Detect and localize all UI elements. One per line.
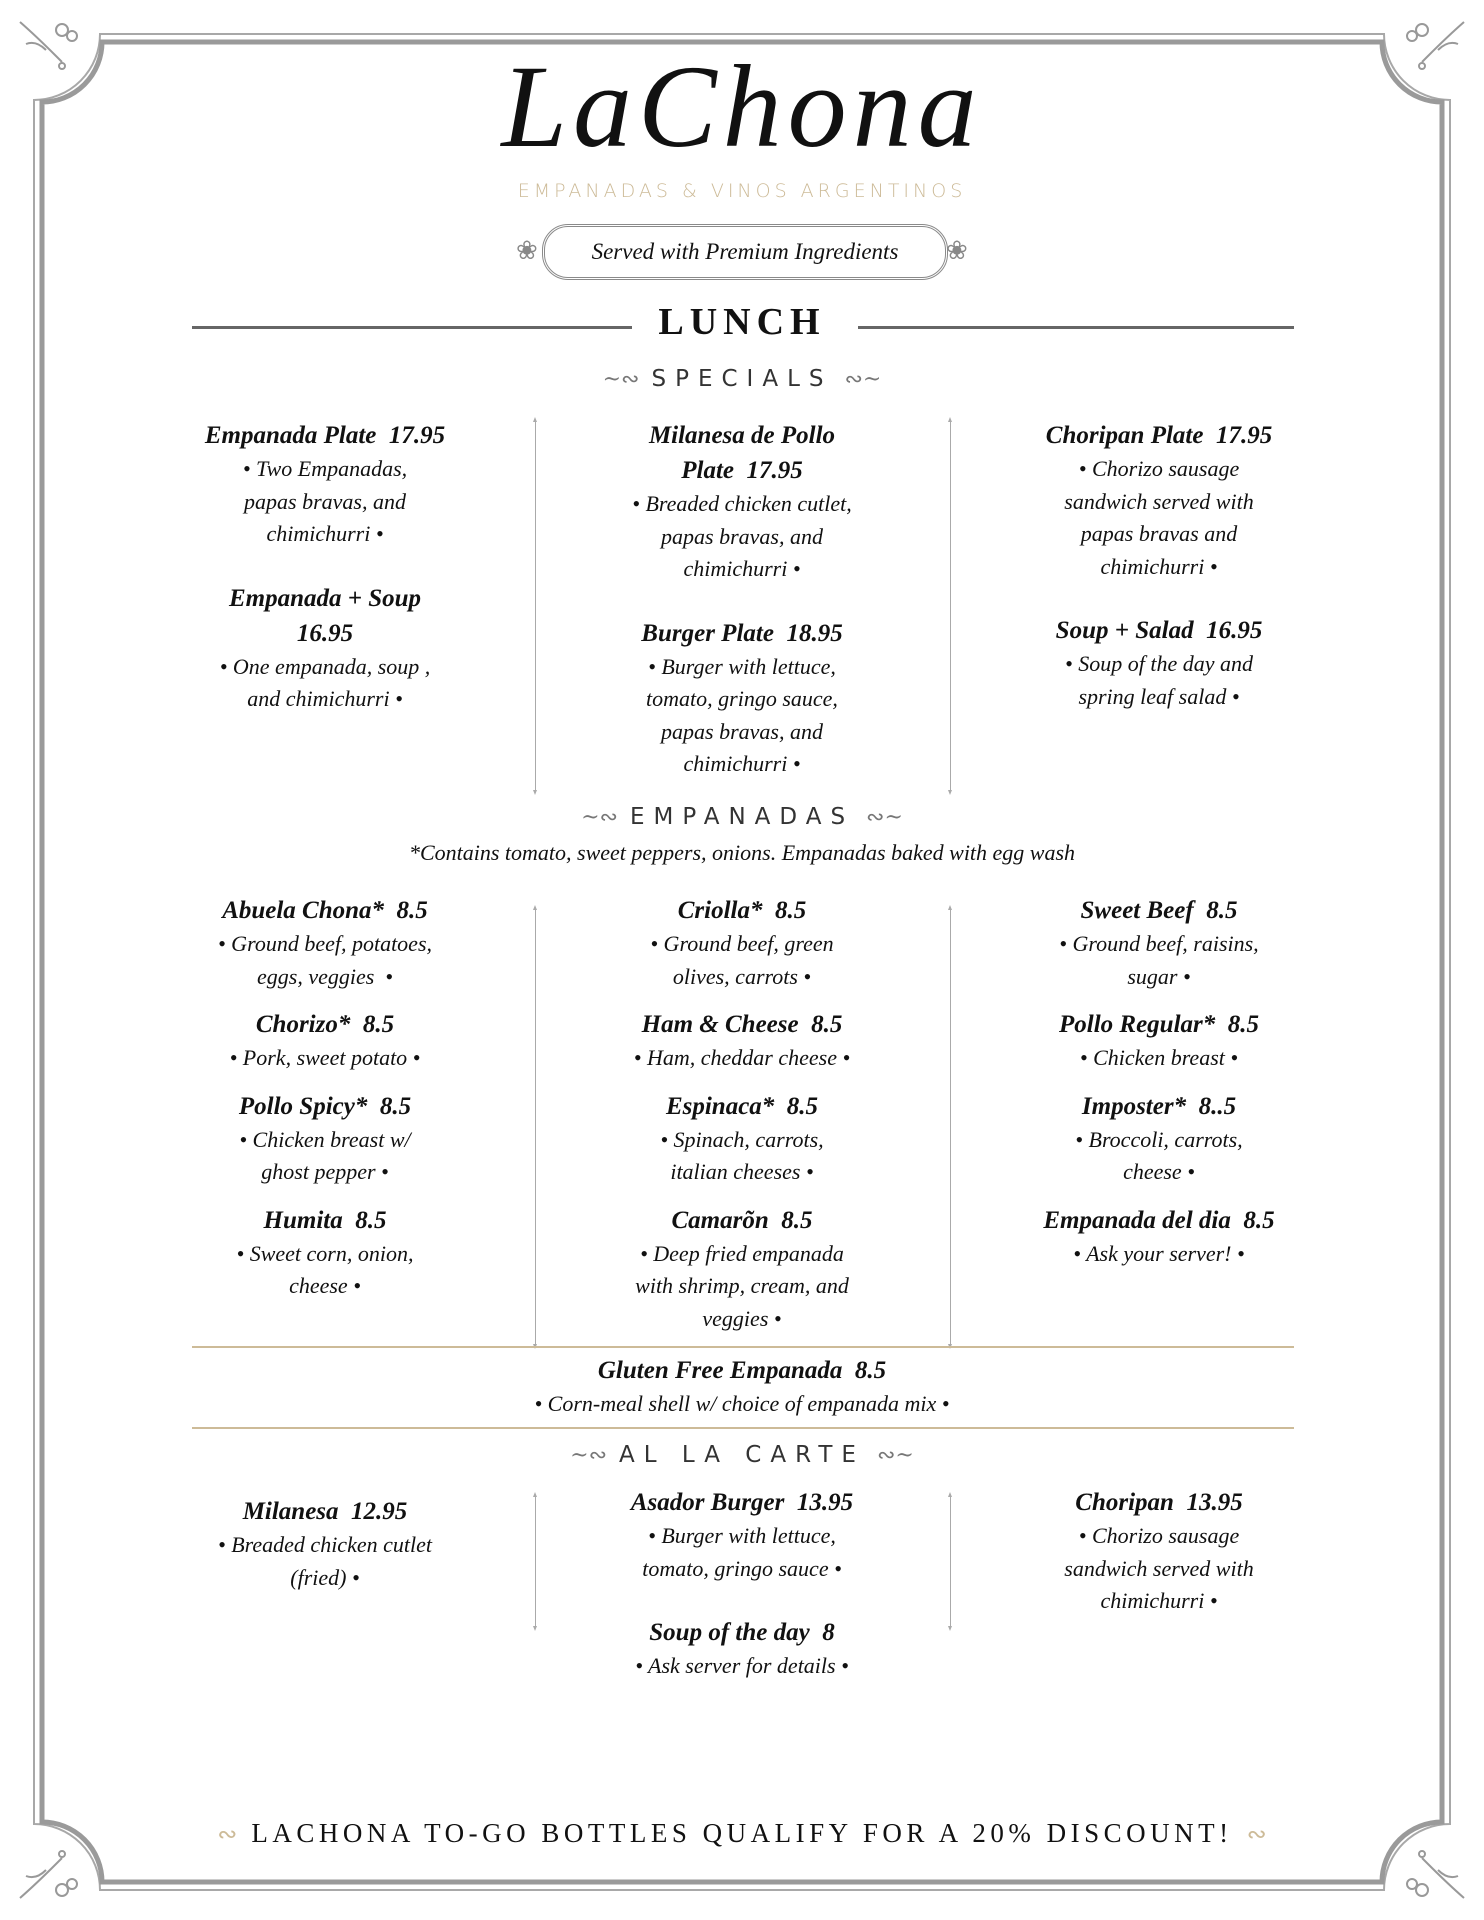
menu-item-description: spring leaf salad • bbox=[1078, 683, 1240, 709]
menu-item-description: • Burger with lettuce, bbox=[648, 653, 836, 679]
gold-divider bbox=[192, 1346, 1294, 1348]
menu-item-description: • Ask your server! • bbox=[1073, 1240, 1245, 1266]
menu-column bbox=[989, 1485, 1329, 1648]
menu-item bbox=[572, 1203, 912, 1336]
menu-item bbox=[392, 1353, 1092, 1421]
menu-item-description: • Breaded chicken cutlet bbox=[218, 1532, 432, 1557]
menu-item bbox=[155, 1494, 495, 1594]
menu-item-description: tomato, gringo sauce, bbox=[646, 686, 838, 711]
column-divider bbox=[535, 909, 536, 1345]
menu-item-description: sandwich served with bbox=[1064, 1555, 1254, 1581]
section-heading-a-la-carte bbox=[0, 1442, 1484, 1468]
menu-item-description: italian cheeses • bbox=[670, 1159, 814, 1184]
menu-column bbox=[572, 1485, 912, 1713]
section-heading-text: EMPANADAS bbox=[629, 804, 855, 830]
menu-item-description: chimichurri • bbox=[683, 556, 801, 581]
menu-item-title: Choripan 13.95 bbox=[1075, 1489, 1243, 1516]
menu-item bbox=[989, 613, 1329, 713]
column-divider bbox=[950, 421, 951, 791]
menu-item-description: papas bravas, and bbox=[244, 488, 406, 514]
menu-item-title: Humita 8.5 bbox=[263, 1206, 387, 1234]
allergen-note: *Contains tomato, sweet peppers, onions. Empanadas baked with egg wash bbox=[408, 840, 1076, 865]
menu-item-title: Soup + Salad 16.95 bbox=[1055, 617, 1263, 644]
menu-item bbox=[155, 893, 495, 993]
menu-item-title: Camarõn 8.5 bbox=[671, 1206, 813, 1234]
menu-item-title: Sweet Beef 8.5 bbox=[1080, 897, 1238, 924]
menu-item-description: cheese • bbox=[1123, 1159, 1195, 1184]
menu-item bbox=[572, 1485, 912, 1585]
menu-item bbox=[155, 1203, 495, 1303]
menu-column bbox=[155, 1494, 495, 1624]
menu-item-description: • Chicken breast w/ bbox=[239, 1126, 411, 1152]
swirl-ornament-icon: ∾ bbox=[1246, 1822, 1267, 1848]
menu-column bbox=[155, 893, 495, 1317]
scroll-ornament-icon: ❀ bbox=[516, 236, 538, 265]
menu-item-description: • Chicken breast • bbox=[1079, 1045, 1239, 1070]
menu-item-title: Empanada del dia 8.5 bbox=[1043, 1206, 1275, 1234]
menu-item-description: • Soup of the day and bbox=[1065, 651, 1253, 676]
menu-item-description: papas bravas, and bbox=[661, 523, 823, 549]
menu-item-description: • Breaded chicken cutlet, bbox=[632, 491, 852, 516]
menu-item bbox=[989, 1089, 1329, 1189]
swirl-ornament-icon: ∾~ bbox=[866, 805, 903, 830]
menu-item bbox=[155, 418, 495, 551]
menu-item bbox=[572, 616, 912, 781]
menu-item-description: • Burger with lettuce, bbox=[648, 1523, 836, 1548]
section-heading-text: AL LA CARTE bbox=[619, 1442, 865, 1468]
menu-item-description: • Ground beef, potatoes, bbox=[217, 931, 433, 956]
swirl-ornament-icon: ∾~ bbox=[876, 1443, 914, 1468]
menu-item-description: cheese • bbox=[289, 1273, 361, 1298]
swirl-ornament-icon: ~∾ bbox=[581, 805, 618, 830]
menu-item bbox=[572, 1007, 912, 1075]
menu-item-description: chimichurri • bbox=[1100, 1588, 1218, 1613]
menu-item-description: • Spinach, carrots, bbox=[660, 1126, 824, 1152]
menu-item-description: • Sweet corn, onion, bbox=[236, 1240, 414, 1266]
menu-item bbox=[572, 893, 912, 993]
menu-item bbox=[989, 893, 1329, 993]
menu-item-description: • Chorizo sausage bbox=[1078, 1523, 1240, 1548]
menu-item-description: tomato, gringo sauce • bbox=[642, 1555, 842, 1581]
menu-item-description: ghost pepper • bbox=[261, 1159, 389, 1184]
menu-item-description: • Ground beef, green bbox=[650, 931, 834, 956]
menu-item-description: chimichurri • bbox=[266, 521, 384, 546]
menu-item-title: Espinaca* 8.5 bbox=[665, 1092, 819, 1120]
menu-item bbox=[572, 418, 912, 586]
gold-divider bbox=[192, 1427, 1294, 1429]
menu-item-title: Abuela Chona* 8.5 bbox=[222, 897, 428, 924]
menu-item bbox=[572, 1089, 912, 1189]
swirl-ornament-icon: ∾ bbox=[217, 1822, 238, 1848]
menu-item-description: • Broccoli, carrots, bbox=[1075, 1126, 1243, 1152]
menu-item-description: • Ham, cheddar cheese • bbox=[633, 1045, 851, 1070]
menu-column bbox=[572, 418, 912, 811]
section-heading-specials bbox=[0, 366, 1484, 392]
menu-item-description: sugar • bbox=[1127, 963, 1191, 989]
menu-item-title: Milanesa de Pollo Plate 17.95 bbox=[648, 422, 836, 484]
menu-item-description: • Ground beef, raisins, bbox=[1059, 931, 1259, 956]
divider-line bbox=[858, 326, 1294, 329]
menu-item-description: with shrimp, cream, and bbox=[635, 1273, 849, 1298]
menu-title: LUNCH bbox=[658, 301, 826, 343]
menu-item-description: (fried) • bbox=[290, 1564, 360, 1590]
menu-item-title: Soup of the day 8 bbox=[649, 1619, 835, 1646]
menu-item bbox=[989, 1485, 1329, 1618]
section-heading-empanadas bbox=[0, 804, 1484, 830]
menu-item bbox=[989, 1007, 1329, 1075]
menu-item-description: and chimichurri • bbox=[247, 686, 403, 711]
menu-item-title: Choripan Plate 17.95 bbox=[1045, 422, 1273, 449]
menu-item-description: veggies • bbox=[702, 1305, 782, 1331]
menu-item-description: • Pork, sweet potato • bbox=[229, 1045, 421, 1070]
menu-item-title: Pollo Regular* 8.5 bbox=[1058, 1011, 1259, 1038]
menu-column bbox=[989, 893, 1329, 1284]
menu-item-description: • Deep fried empanada bbox=[640, 1240, 844, 1266]
menu-item-description: • Ask server for details • bbox=[635, 1653, 849, 1678]
menu-item-description: • Corn-meal shell w/ choice of empanada mix • bbox=[534, 1391, 950, 1416]
menu-item-title: Criolla* 8.5 bbox=[677, 897, 807, 924]
menu-item-title: Burger Plate 18.95 bbox=[641, 619, 843, 647]
menu-item-title: Imposter* 8..5 bbox=[1081, 1092, 1237, 1120]
menu-column bbox=[155, 418, 495, 746]
menu-column bbox=[989, 418, 1329, 743]
served-banner: Served with Premium Ingredients bbox=[542, 224, 948, 280]
menu-item-title: Pollo Spicy* 8.5 bbox=[238, 1092, 412, 1120]
menu-item-description: sandwich served with bbox=[1064, 488, 1254, 514]
menu-item-description: • Two Empanadas, bbox=[242, 456, 408, 481]
menu-item-description: chimichurri • bbox=[1100, 553, 1218, 579]
scroll-ornament-icon: ❀ bbox=[946, 236, 968, 265]
menu-item-description: • One empanada, soup , bbox=[219, 653, 431, 679]
menu-item bbox=[572, 1615, 912, 1683]
menu-item bbox=[989, 1203, 1329, 1271]
menu-item bbox=[989, 418, 1329, 583]
section-heading-text: SPECIALS bbox=[651, 366, 833, 392]
swirl-ornament-icon: ~∾ bbox=[602, 367, 640, 392]
menu-item-title: Empanada + Soup 16.95 bbox=[228, 584, 422, 647]
swirl-ornament-icon: ~∾ bbox=[570, 1443, 608, 1468]
menu-item bbox=[155, 1089, 495, 1189]
menu-item bbox=[155, 581, 495, 716]
menu-item-description: olives, carrots • bbox=[672, 963, 812, 989]
footer-promo bbox=[0, 1818, 1484, 1849]
column-divider bbox=[950, 909, 951, 1345]
menu-item-title: Asador Burger 13.95 bbox=[630, 1489, 854, 1516]
menu-item-title: Gluten Free Empanada 8.5 bbox=[597, 1357, 887, 1384]
menu-item-description: chimichurri • bbox=[683, 751, 801, 776]
column-divider bbox=[950, 1496, 951, 1627]
footer-text: LACHONA TO-GO BOTTLES QUALIFY FOR A 20% DISCOUNT! bbox=[251, 1818, 1233, 1848]
menu-item-title: Chorizo* 8.5 bbox=[255, 1011, 395, 1038]
logo: LaChona bbox=[501, 41, 983, 172]
tagline: EMPANADAS & VINOS ARGENTINOS bbox=[517, 180, 967, 202]
menu-item bbox=[155, 1007, 495, 1075]
menu-item-title: Ham & Cheese 8.5 bbox=[641, 1011, 843, 1038]
menu-item-description: • Chorizo sausage bbox=[1078, 456, 1240, 481]
menu-item-description: eggs, veggies • bbox=[257, 963, 393, 989]
menu-column bbox=[572, 893, 912, 1349]
swirl-ornament-icon: ∾~ bbox=[844, 367, 882, 392]
column-divider bbox=[535, 1496, 536, 1627]
menu-item-description: papas bravas, and bbox=[661, 718, 823, 744]
menu-item-description: papas bravas and bbox=[1080, 521, 1238, 546]
column-divider bbox=[535, 421, 536, 791]
menu-item-title: Empanada Plate 17.95 bbox=[204, 422, 446, 449]
menu-item-title: Milanesa 12.95 bbox=[242, 1498, 408, 1525]
